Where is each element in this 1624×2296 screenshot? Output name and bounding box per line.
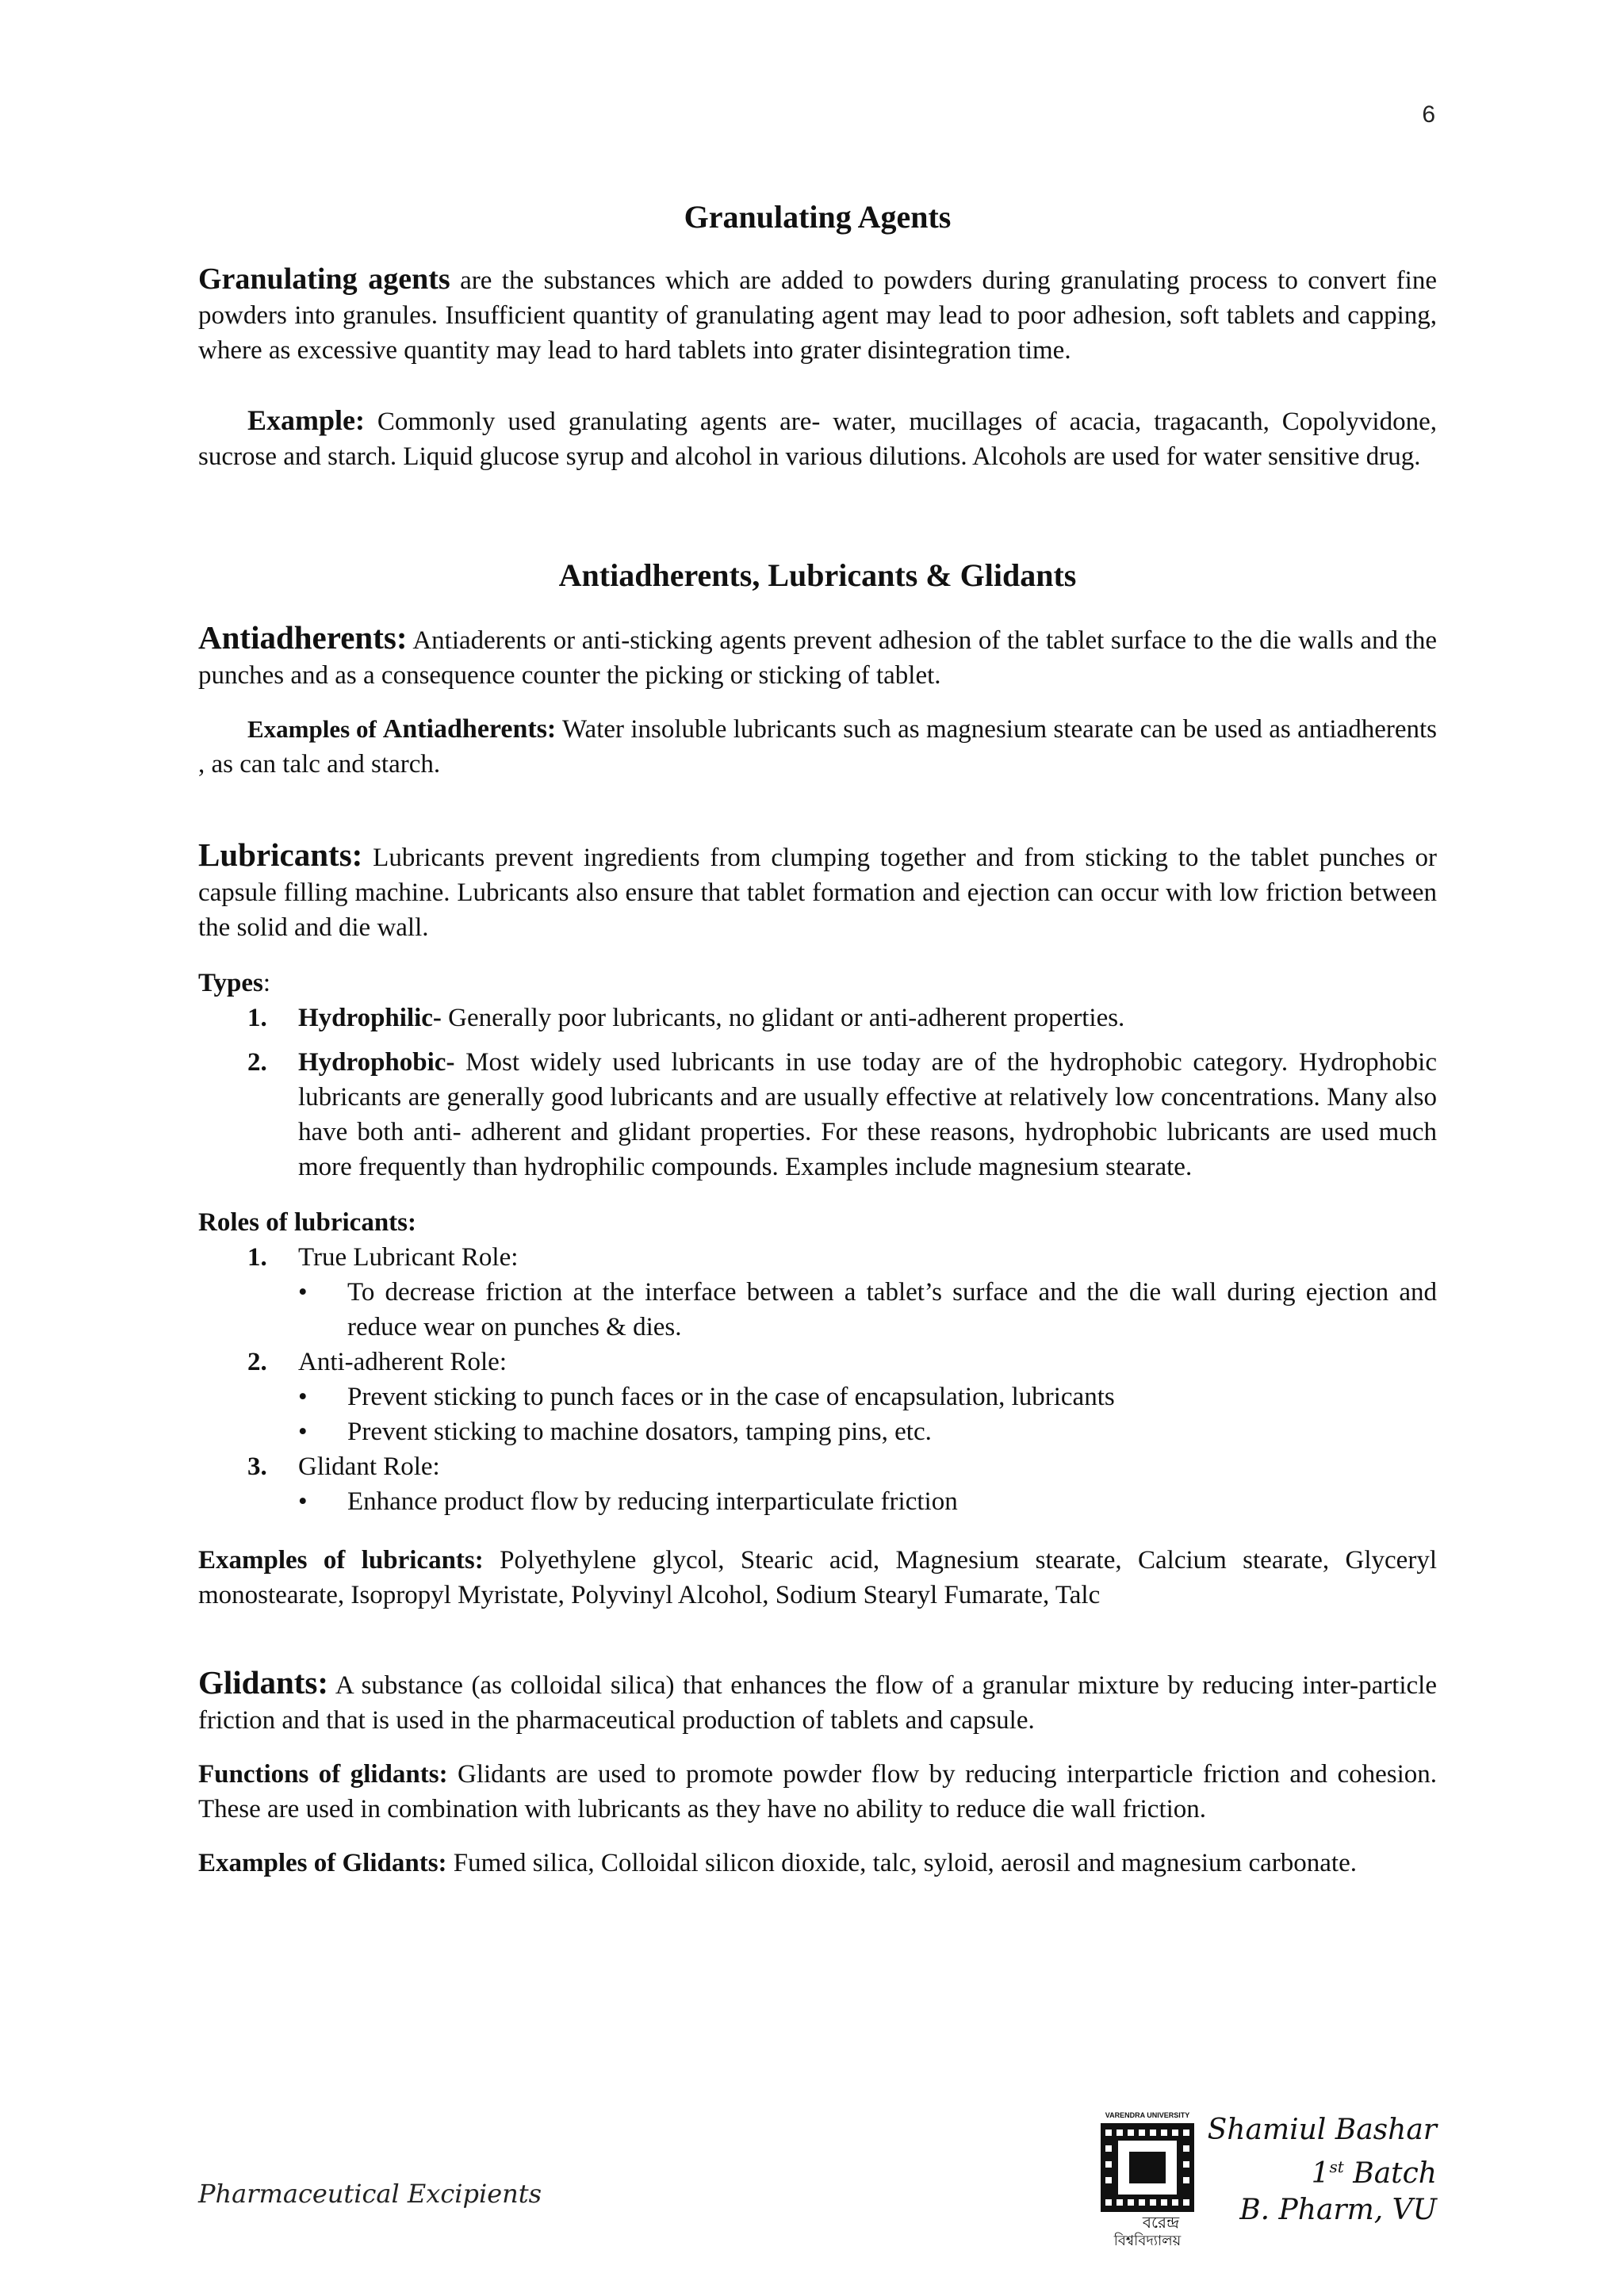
antiadherents-examples-label-b: Antiadherents: [382, 714, 557, 744]
glidants-functions [198, 1757, 1437, 1827]
role-name: True Lubricant Role: [298, 1243, 519, 1272]
granulating-agents-term: Granulating agents [198, 262, 450, 296]
logo-bottom-text-1: বরেন্দ্র [1142, 2213, 1180, 2232]
role-bullet: • Enhance product flow by reducing interparticulate friction [298, 1484, 1437, 1519]
logo-bottom-text-2: বিশ্ববিদ্যালয় [1113, 2233, 1182, 2249]
granulating-example [198, 403, 1437, 474]
glidants-examples-label: Examples of Glidants: [198, 1849, 447, 1877]
lubricants-definition [198, 837, 1437, 945]
role-bullet: • Prevent sticking to machine dosators, tamping pins, etc. [298, 1414, 1437, 1449]
glidants-definition [198, 1665, 1437, 1738]
granulating-example-label: Example: [247, 404, 365, 436]
antiadherents-examples-label-a: Examples of [247, 715, 383, 743]
role-name: Glidant Role: [298, 1452, 440, 1481]
batch-number: 1 [1311, 2157, 1330, 2190]
types-label-colon: : [262, 969, 271, 997]
glidants-functions-text: Glidants are used to promote powder flow by reducing interparticle friction and cohesion. These are used in combination with lubricants as they have no ability to reduce die wall friction. [198, 1760, 1438, 1823]
lubricant-type-item [198, 1001, 1437, 1035]
role-bullet: • Prevent sticking to punch faces or in the case of encapsulation, lubricants [298, 1380, 1437, 1414]
lubricants-examples [198, 1543, 1437, 1613]
antiadherents-definition-text: Antiaderents or anti-sticking agents prevent adhesion of the tablet surface to the die walls and the punches and as a consequence counter the picking or sticking of tablet. [198, 626, 1437, 690]
antiadherents-examples-text: Water insoluble lubricants such as magnesium stearate can be used as antiadherents , as can talc and starch. [198, 715, 1437, 779]
role-bullet: • To decrease friction at the interface between a tablet’s surface and the die wall during ejection and reduce wear on punches & dies. [298, 1275, 1437, 1345]
granulating-agents-heading: Granulating Agents [684, 199, 952, 235]
granulating-definition-text: are the substances which are added to powders during granulating process to convert fine powders into granules. Insufficient quantity of granulating agent may lead to poor adhesion, soft tablets and capping, where as excessive quantity may lead to hard tablets into grater disintegration time. [198, 266, 1437, 365]
author-name: Shamiul Bashar [1207, 2114, 1437, 2146]
logo-top-text: VARENDRA UNIVERSITY [1105, 2111, 1190, 2119]
glidants-examples-text: Fumed silica, Colloidal silicon dioxide, talc, syloid, aerosil and magnesium carbonate. [446, 1849, 1357, 1877]
lubricant-types-list [198, 1001, 1437, 1184]
author-program: B. Pharm, VU [1239, 2194, 1437, 2226]
list-number: 2. [247, 1048, 267, 1077]
lubricant-role-item [198, 1449, 1437, 1519]
role-name: Anti-adherent Role: [298, 1348, 508, 1376]
author-batch [1208, 2149, 1437, 2192]
lubricants-types-label [198, 966, 1437, 1001]
glidants-examples [198, 1846, 1437, 1881]
lubricant-roles-list [198, 1240, 1437, 1519]
list-number: 3. [247, 1452, 267, 1481]
list-number: 2. [247, 1348, 267, 1376]
roles-of-lubricants-label: Roles of lubricants: [198, 1208, 416, 1237]
batch-suffix: st [1329, 2157, 1344, 2176]
antiadherents-section-heading: Antiadherents, Lubricants & Glidants [558, 557, 1077, 593]
page-number: 6 [1422, 101, 1435, 128]
batch-word: Batch [1343, 2157, 1437, 2190]
list-number: 1. [247, 1243, 267, 1272]
glidants-functions-label: Functions of glidants: [198, 1760, 448, 1789]
type-name: Hydrophobic- [298, 1048, 455, 1077]
varendra-university-logo [1094, 2110, 1201, 2250]
antiadherents-term: Antiadherents: [198, 619, 408, 656]
antiadherents-examples [198, 712, 1437, 782]
lubricants-definition-text: Lubricants prevent ingredients from clumping together and from sticking to the tablet punches or capsule filling machine. Lubricants also ensure that tablet formation and ejection can occur with low friction between the solid and die wall. [198, 844, 1437, 942]
type-text: Most widely used lubricants in use today are of the hydrophobic category. Hydrophobic lubricants are generally good lubricants and are usually effective at relatively low concentrations. Many also have both anti- adherent and glidant properties. For these reasons, hydrophobic lubricants are used much more frequently than hydrophilic compounds. Examples include magnesium stearate. [298, 1048, 1437, 1181]
lubricants-term: Lubricants: [198, 836, 363, 873]
role-bullets [298, 1275, 1437, 1345]
granulating-example-text: Commonly used granulating agents are- water, mucillages of acacia, tragacanth, Copolyvidone, sucrose and starch. Liquid glucose syrup and alcohol in various dilutions. Alcohols are used for water sensitive drug. [198, 408, 1437, 471]
type-name: Hydrophilic- [298, 1004, 442, 1032]
lubricant-role-item [198, 1240, 1437, 1345]
role-bullets [298, 1380, 1437, 1449]
types-label-text: Types [198, 969, 263, 997]
antiadherents-definition [198, 620, 1437, 693]
granulating-definition [198, 262, 1437, 368]
lubricants-examples-text: Polyethylene glycol, Stearic acid, Magnesium stearate, Calcium stearate, Glyceryl monostearate, Isopropyl Myristate, Polyvinyl Alcohol, Sodium Stearyl Fumarate, Talc [198, 1546, 1437, 1609]
author-block [1208, 2112, 1437, 2229]
page-content [198, 197, 1437, 1881]
role-bullets [298, 1484, 1437, 1519]
glidants-term: Glidants: [198, 1664, 329, 1701]
glidants-definition-text: A substance (as colloidal silica) that enhances the flow of a granular mixture by reducing inter-particle friction and that is used in the pharmaceutical production of tablets and capsule. [198, 1671, 1437, 1735]
footer-course-title: Pharmaceutical Excipients [198, 2179, 542, 2209]
lubricant-type-item [198, 1045, 1437, 1184]
lubricants-examples-label: Examples of lubricants: [198, 1546, 484, 1575]
list-number: 1. [247, 1004, 267, 1032]
type-text: Generally poor lubricants, no glidant or anti-adherent properties. [441, 1004, 1125, 1032]
lubricant-role-item [198, 1345, 1437, 1449]
